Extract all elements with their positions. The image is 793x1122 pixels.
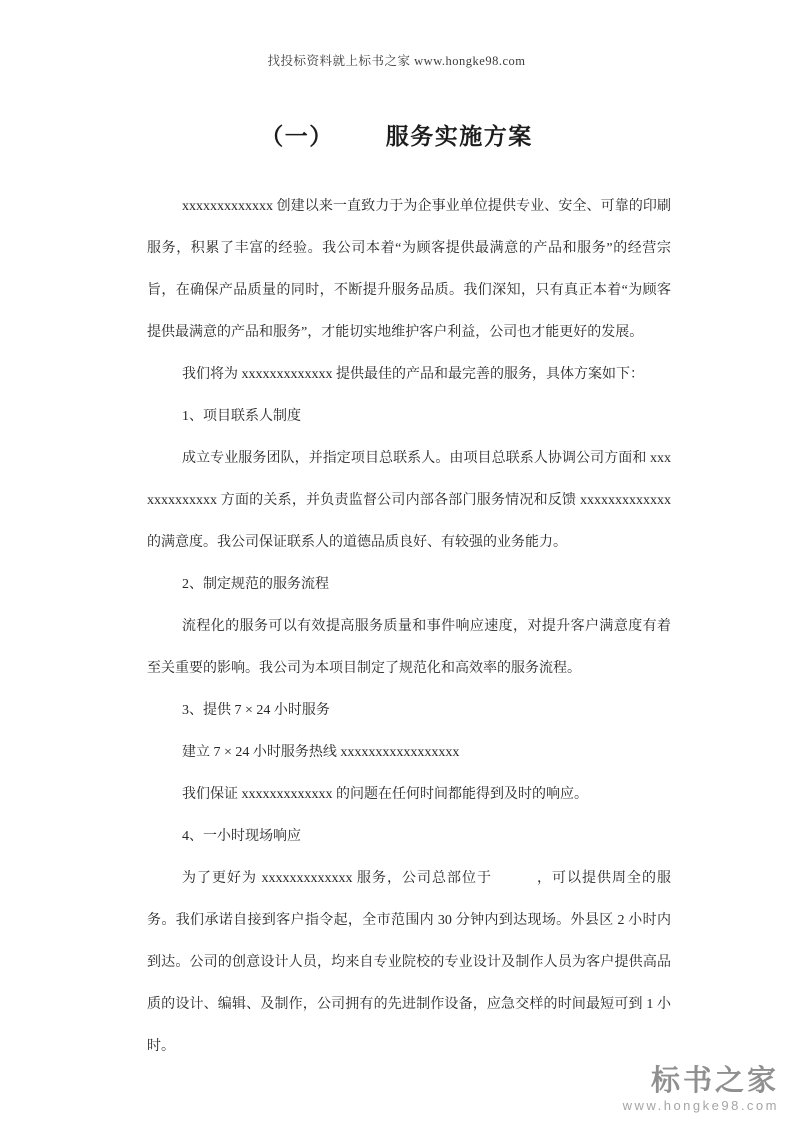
- para-plan-intro: 我们将为 xxxxxxxxxxxxx 提供最佳的产品和最完善的服务，具体方案如下：: [182, 367, 644, 382]
- page-title: [0, 118, 793, 151]
- heading-section-1: 1、项目联系人制度: [182, 409, 301, 424]
- heading-section-2: 2、制定规范的服务流程: [182, 577, 329, 592]
- document-body: [147, 186, 671, 1068]
- watermark: [623, 1067, 779, 1112]
- watermark-logo-text: 标书之家: [650, 1065, 779, 1097]
- para-section-1-body: 成立专业服务团队，并指定项目总联系人。由项目总联系人协调公司方面和 xxxxxxxxxxxxx 方面的关系，并负责监督公司内部各部门服务情况和反馈 xxxxxxxxxxxxx 的满意度。我公司保证联系人的道德品质良好、有较强的业务能力。: [147, 451, 671, 550]
- page-title-number: （一）: [260, 124, 334, 149]
- para-section-3-guarantee: 我们保证 xxxxxxxxxxxxx 的问题在任何时间都能得到及时的响应。: [182, 787, 588, 802]
- page-header-text: 找投标资料就上标书之家 www.hongke98.com: [267, 54, 526, 68]
- page-title-text: 服务实施方案: [385, 124, 533, 149]
- heading-section-4: 4、一小时现场响应: [182, 829, 301, 844]
- heading-section-3: 3、提供 7 × 24 小时服务: [182, 703, 330, 718]
- watermark-url-text: www.hongke98.com: [622, 1098, 779, 1113]
- para-section-3-hotline: 建立 7 × 24 小时服务热线 xxxxxxxxxxxxxxxxx: [182, 745, 460, 760]
- para-section-2-body: 流程化的服务可以有效提高服务质量和事件响应速度，对提升客户满意度有着至关重要的影响。我公司为本项目制定了规范化和高效率的服务流程。: [147, 619, 671, 676]
- para-intro: xxxxxxxxxxxxx 创建以来一直致力于为企事业单位提供专业、安全、可靠的印刷服务，积累了丰富的经验。我公司本着“为顾客提供最满意的产品和服务”的经营宗旨，在确保产品质量的同时，不断提升服务品质。我们深知，只有真正本着“为顾客提供最满意的产品和服务”，才能切实地维护客户利益，公司也才能更好的发展。: [147, 199, 671, 340]
- para-section-4-body: 为了更好为 xxxxxxxxxxxxx 服务，公司总部位于 ，可以提供周全的服务。我们承诺自接到客户指令起，全市范围内 30 分钟内到达现场。外县区 2 小时内到达。公司的创意设计人员，均来自专业院校的专业设计及制作人员为客户提供高品质的设计、编辑、及制作，公司拥有的先进制作设备，应急交样的时间最短可到 1 小时。: [147, 871, 671, 1054]
